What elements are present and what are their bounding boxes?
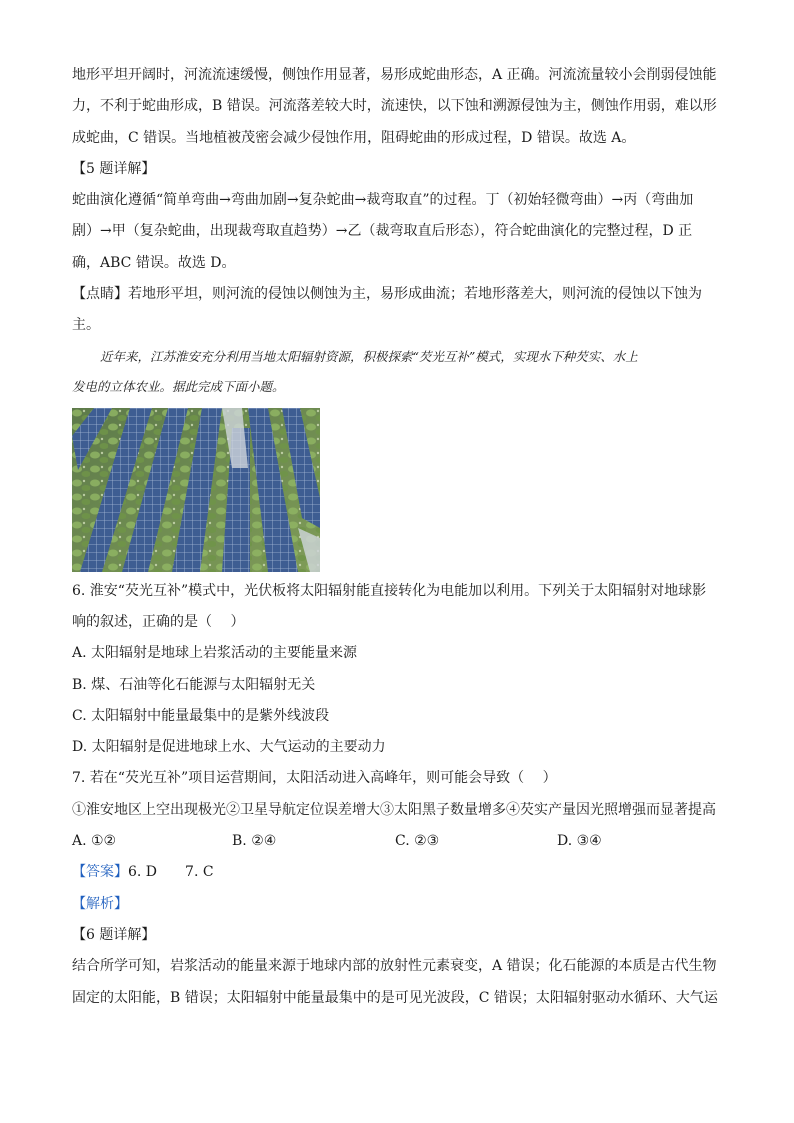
dianjing-text: 若地形平坦，则河流的侵蚀以侧蚀为主，易形成曲流；若地形落差大，则河流的侵蚀以下蚀为 bbox=[128, 286, 702, 303]
q7-option-c: C. ②③ bbox=[395, 833, 440, 850]
answer-6: 6. D bbox=[128, 864, 158, 881]
dianjing-line-2: 主。 bbox=[72, 317, 100, 334]
paragraph-line: 确，ABC 错误。故选 D。 bbox=[72, 254, 236, 271]
analysis-tag: 【解析】 bbox=[72, 895, 128, 912]
document-page bbox=[72, 60, 722, 1014]
dianjing-line bbox=[72, 279, 722, 310]
q6-stem: 6. 淮安“芡光互补”模式中，光伏板将太阳辐射能直接转化为电能加以利用。下列关于太阳辐射对地球影 bbox=[72, 582, 707, 599]
q6-heading: 【6 题详解】 bbox=[72, 926, 156, 943]
q6-option-c: C. 太阳辐射中能量最集中的是紫外线波段 bbox=[72, 707, 330, 724]
dianjing-tag: 【点睛】 bbox=[72, 286, 128, 303]
q6-option-d: D. 太阳辐射是促进地球上水、大气运动的主要动力 bbox=[72, 739, 386, 756]
answer-7: 7. C bbox=[185, 864, 214, 881]
paragraph-line: 蛇曲演化遵循“简单弯曲→弯曲加剧→复杂蛇曲→裁弯取直”的过程。丁（初始轻微弯曲）→丙（弯曲加 bbox=[72, 192, 694, 209]
q7-statements: ①淮安地区上空出现极光②卫星导航定位误差增大③太阳黑子数量增多④芡实产量因光照增强而显著提高 bbox=[72, 801, 716, 818]
q7-stem: 7. 若在“芡光互补”项目运营期间，太阳活动进入高峰年，则可能会导致（ ） bbox=[72, 770, 557, 787]
paragraph-line: 剧）→甲（复杂蛇曲，出现裁弯取直趋势）→乙（裁弯取直后形态），符合蛇曲演化的完整过程，D 正 bbox=[72, 223, 693, 240]
answer-tag: 【答案】 bbox=[72, 864, 128, 881]
paragraph-line: 成蛇曲，C 错误。当地植被茂密会减少侵蚀作用，阻碍蛇曲的形成过程，D 错误。故选 A。 bbox=[72, 129, 636, 146]
q7-option-a: A. ①② bbox=[72, 833, 117, 850]
paragraph-line: 固定的太阳能，B 错误；太阳辐射中能量最集中的是可见光波段，C 错误；太阳辐射驱动水循环、大气运 bbox=[72, 989, 718, 1006]
paragraph-line: 地形平坦开阔时，河流流速缓慢，侧蚀作用显著，易形成蛇曲形态，A 正确。河流流量较小会削弱侵蚀能 bbox=[72, 67, 717, 83]
q7-option-b: B. ②④ bbox=[232, 833, 277, 850]
intro-line: 近年来，江苏淮安充分利用当地太阳辐射资源，积极探索“芡光互补”模式，实现水下种芡实、水上 bbox=[100, 348, 638, 364]
q7-option-d: D. ③④ bbox=[557, 833, 602, 850]
q6-stem-cont: 响的叙述，正确的是（ ） bbox=[72, 613, 245, 630]
q6-option-b: B. 煤、石油等化石能源与太阳辐射无关 bbox=[72, 676, 316, 693]
paragraph-line: 结合所学可知，岩浆活动的能量来源于地球内部的放射性元素衰变，A 错误；化石能源的本质是古代生物 bbox=[72, 958, 717, 975]
intro-line: 发电的立体农业。据此完成下面小题。 bbox=[72, 378, 285, 394]
q5-heading: 【5 题详解】 bbox=[72, 160, 156, 177]
paragraph-line: 力，不利于蛇曲形成，B 错误。河流落差较大时，流速快，以下蚀和溯源侵蚀为主，侧蚀作用弱，难以形 bbox=[72, 98, 717, 115]
q7-options bbox=[72, 826, 722, 857]
q6-option-a: A. 太阳辐射是地球上岩浆活动的主要能量来源 bbox=[72, 645, 358, 662]
solar-panels-over-pond-photo bbox=[72, 408, 320, 572]
answer-row bbox=[72, 857, 722, 888]
